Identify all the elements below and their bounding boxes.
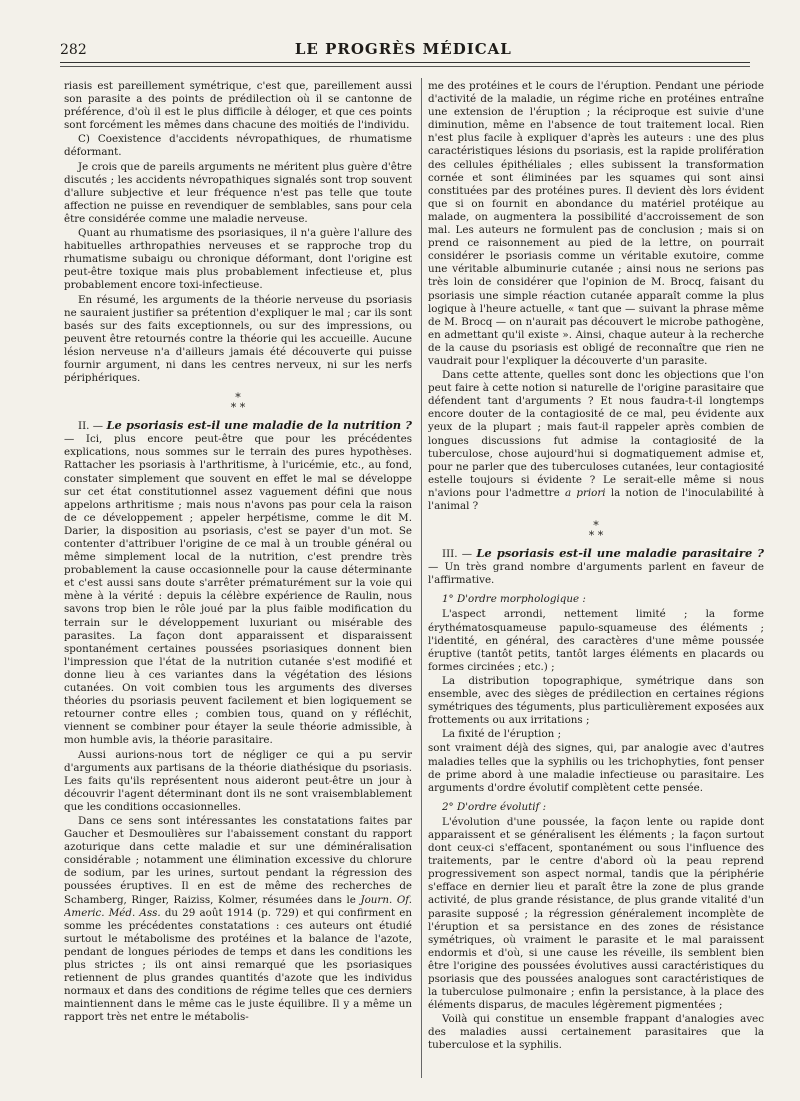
subheading-evolutive: 2° D'ordre évolutif : [442,800,547,813]
section-number: III. — [442,548,473,561]
emphasis: a priori [564,486,606,499]
right-column [428,80,764,1090]
paragraph: C) Coexistence d'accidents névropathiques, de rhumatisme déformant. [64,133,412,159]
paragraph: En résumé, les arguments de la théorie nerveuse du psoriasis ne sauraient justifier sa prétention d'expliquer le mal ; car ils sont basés sur des faits exceptionnels, ou sur des impressions, ou peuvent être retournés contre la théorie qui les accueille. Aucune lésion nerveuse n'a d'ailleurs jamais été découverte qui puisse fournir argument, ni dans les centres nerveux, ni sur les nerfs périphériques. [64,293,412,385]
section-title: Le psoriasis est-il une maladie parasitaire ? [476,546,764,561]
paragraph: — Un très grand nombre d'arguments parlent en faveur de l'affirmative. [428,561,764,587]
paragraph: Voilà qui constitue un ensemble frappant d'analogies avec des maladies aussi certainement parasitaires que la tuberculose et la syphilis. [428,1013,764,1052]
paragraph: La distribution topographique, symétrique dans son ensemble, avec des sièges de prédilection en certaines régions symétriques des téguments, plus particulièrement exposées aux frottements ou aux irritations ; [428,674,764,727]
section-title: Le psoriasis est-il une maladie de la nutrition ? [106,418,412,433]
journal-title: LE PROGRÈS MÉDICAL [294,40,512,58]
paragraph: sont vraiment déjà des signes, qui, par analogie avec d'autres maladies telles que la syphilis ou les trichophyties, font penser de prime abord à une maladie infectieuse ou parasitaire. Les arguments d'ordre évolutif complètent cette pensée. [428,742,764,794]
section-heading-2 [64,419,412,747]
paragraph: Ici, plus encore peut-être que pour les précédentes explications, nous sommes sur le terrain des pures hypothèses. Rattacher les psoriasis à l'arthritisme, à l'uricémie, etc., au fond, constater simplement que souvent en effet le mal se développe sur cet état constitutionnel assez vaguement défini que nous appelons arthritisme ; mais nous n'avons pas pour cela la raison de ce développement ; appeler herpétisme, comme le dit M. Darier, la disposition au psoriasis, c'est se payer d'un mot. Se contenter d'attribuer l'origine de ce mal à un trouble général ou même simplement local de la nutrition, c'est prendre très probablement la cause occasionnelle pour la cause déterminante et c'est aussi sans doute s'arrêter prématurément sur la voie qui mène à la vérité : depuis la célèbre expérience de Raulin, nous savons trop bien le rôle joué par la plus faible modification du terrain sur le développement luxuriant ou misérable des parasites. La façon dont apparaissent et disparaissent spontanément certaines poussées psoriasiques donnent bien l'impression que l'état de la nutrition cutanée s'est modifié et donne lieu à ces variantes dans la végétation des lésions cutanées. On voit combien tous les arguments des diverses théories du psoriasis peuvent facilement et bien logiquement se retourner contre elles ; combien tous, quand on y réfléchit, viennent se combiner pour étayer la seule théorie admissible, à mon humble avis, la théorie parasitaire. [64,433,412,747]
paragraph: Quant au rhumatisme des psoriasiques, il n'a guère l'allure des habituelles arthropathies nerveuses et se rapproche trop du rhumatisme subaigu ou chronique déformant, dont l'origine est peut-être toxique mais plus probablement infectieuse et, plus probablement encore toxi-infectieuse. [64,227,412,292]
section-dash: — [64,433,75,446]
paragraph: L'évolution d'une poussée, la façon lente ou rapide dont apparaissent et se généralisent les éléments ; la façon surtout dont ceux-ci s'effacent, spontanément ou sous l'influence des traitements, par le centre d'abord où la peau reprend progressivement son aspect normal, tandis que la périphérie s'efface en dernier lieu et paraît être la zone de plus grande activité, de plus grande résistance, de plus grande vitalité d'un parasite supposé ; la régression généralement incomplète de l'éruption et sa persistance en des zones de résistance symétriques, où vraiment le parasite et le mal paraissent endormis et d'où, si une cause les réveille, ils semblent bien être l'origine des poussées évolutives aussi caractéristiques du psoriasis que des poussées analogues sont caractéristiques de la tuberculose pulmonaire ; enfin la persistance, à la place des éléments disparus, de macules légèrement pigmentées ; [428,815,764,1012]
running-header [60,38,750,63]
subheading-morphologic: 1° D'ordre morphologique : [442,593,586,606]
text-run: du 29 août 1914 (p. 729) et qui confirment en somme les précédentes constatations : ces auteurs ont étudié surtout le métabolisme des protéines et la balance de l'azote, pendant de longues périodes de temps et dans les conditions les plus strictes ; ils ont ainsi remarqué que les psoriasiques retiennent de plus grandes quantités d'azote que les individus normaux et dans des conditions de régime telles que ces derniers maintiennent dans le même cas le juste équilibre. Il y a même un rapport très net entre le métabolis- [64,906,412,1024]
section-separator-asterism: * * * [230,391,246,415]
journal-citation: Journ. Of. Americ. Méd. Ass. [64,893,412,919]
text-run: Dans ce sens sont intéressantes les constatations faites par Gaucher et Desmoulières sur l'abaissement constant du rapport azoturique dans cette maladie et sur une déminéralisation considérable ; notamment une élimination excessive du chlorure de sodium, par les urines, surtout pendant la régression des poussées éruptives. Il en est de même des recherches de Schamberg, Ringer, Raiziss, Kolmer, résumées dans le [64,814,412,906]
column-divider [421,78,422,1078]
paragraph [428,369,764,513]
paragraph: Aussi aurions-nous tort de négliger ce qui a pu servir d'arguments aux partisans de la théorie diathésique du psoriasis. Les faits qu'ils représentent nous aideront peut-être un jour à découvrir l'agent déterminant dont ils ne sont vraisemblablement que les conditions occasionnelles. [64,748,412,813]
paragraph: me des protéines et le cours de l'éruption. Pendant une période d'activité de la maladie, un régime riche en protéines entraîne une extension de l'éruption ; la réciproque est suivie d'une diminution, même en l'absence de tout traitement local. Rien n'est plus facile à expliquer d'après les auteurs : une des plus caractéristiques lésions du psoriasis, est la rapide prolifération des cellules épithéliales ; elles subissent la transformation cornée et sont éliminées par les squames qui sont ainsi constituées par des protéines pures. Il devient dès lors évident que si on fournit en abondance du matériel protéique au malade, on augmentera la possibilité d'accroissement de son mal. Les auteurs ne formulent pas de conclusion ; mais si on prend ce raisonnement au pied de la lettre, on pourrait considérer le psoriasis comme un véritable exutoire, comme une véritable albuminurie cutanée ; ainsi nous ne serions pas très loin de considérer que l'opinion de M. Brocq, faisant du psoriasis une simple réaction cutanée apparaît comme la plus logique à l'heure actuelle, « tant que — suivant la phrase même de M. Brocq — on n'aurait pas découvert le microbe pathogène, en admettant qu'il existe ». Ainsi, chaque auteur à la recherche de la cause du psoriasis est obligé de reconnaître que rien ne vaudrait pour l'expliquer la découverte d'un parasite. [428,80,764,367]
left-column [64,80,412,1090]
paragraph: L'aspect arrondi, nettement limité ; la forme érythématosquameuse papulo-squameuse des éléments ; l'identité, en général, des caractères d'une même poussée éruptive (tantôt petits, tantôt larges éléments en placards ou formes circinées ; etc.) ; [428,608,764,673]
paragraph: La fixité de l'éruption ; [442,728,562,741]
section-number: II. — [78,420,104,433]
text-run: Dans cette attente, quelles sont donc les objections que l'on peut faire à cette notion si naturelle de l'origine parasitaire que défendent tant d'arguments ? Et nous faudra-t-il longtemps encore douter de la contagiosité de ce mal, peu évidente aux yeux de la plupart ; mais faut-il rappeler après combien de longues discussions fut admise la contagiosité de la tuberculose, chose aujourd'hui si dogmatiquement admise et, pour ne parler que des tuberculoses cutanées, leur contagiosité estelle toujours si évidente ? Le serait-elle même si nous n'avions pour l'admettre [428,369,764,499]
page-number: 282 [60,42,87,58]
section-separator-asterism: * * * [588,519,604,543]
section-heading-3 [428,547,764,587]
text-run: la notion de l'inoculabilité à l'animal ? [428,486,764,512]
paragraph: riasis est pareillement symétrique, c'est que, pareillement aussi son parasite a des points de prédilection où il se cantonne de préférence, d'où il est le plus difficile à déloger, et que ces points sont forcément les mêmes dans chacune des moitiés de l'individu. [64,80,412,132]
header-rule [60,66,750,67]
paragraph-with-citation [64,815,412,1025]
paragraph: Je crois que de pareils arguments ne méritent plus guère d'être discutés ; les accidents névropathiques signalés sont trop souvent d'allure subjective et leur fréquence n'est pas telle que toute affection ne puisse en revendiquer de semblables, sans pour cela être considérée comme une maladie nerveuse. [64,160,412,225]
